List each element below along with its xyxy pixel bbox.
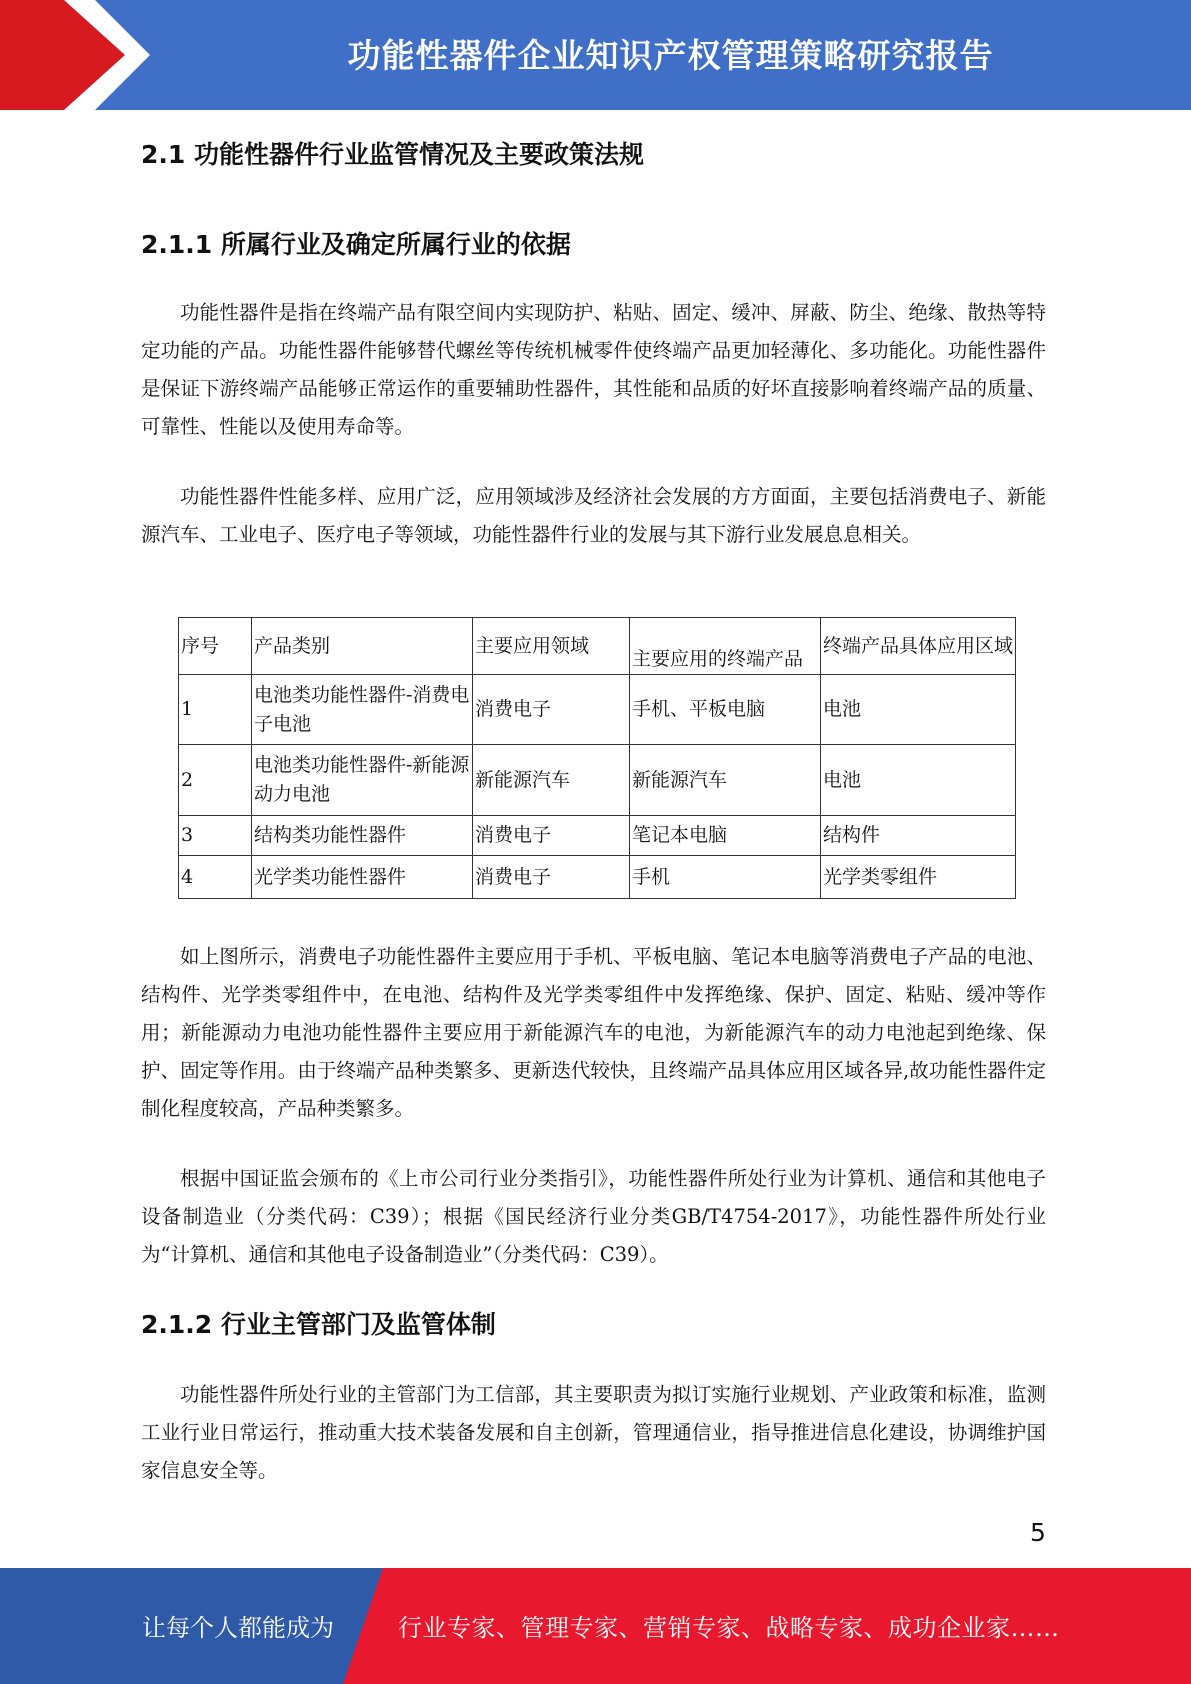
table-header-cell: 序号 [179, 618, 252, 675]
table-cell: 3 [179, 816, 252, 856]
table-cell: 光学类零组件 [821, 856, 1016, 899]
table-header-cell: 产品类别 [252, 618, 473, 675]
table-cell: 电池类功能性器件-新能源动力电池 [252, 745, 473, 816]
table-cell: 电池 [821, 675, 1016, 745]
table-cell: 电池 [821, 745, 1016, 816]
table-cell: 消费电子 [473, 816, 630, 856]
table-cell: 结构件 [821, 816, 1016, 856]
footer-slogan-left: 让每个人都能成为 [142, 1614, 334, 1642]
table-row [179, 675, 1016, 745]
paragraph-regulator: 功能性器件所处行业的主管部门为工信部，其主要职责为拟订实施行业规划、产业政策和标准，监测工业行业日常运行，推动重大技术装备发展和自主创新，管理通信业，指导推进信息化建设，协调维护国家信息安全等。 [141, 1383, 1046, 1482]
table-cell: 光学类功能性器件 [252, 856, 473, 899]
table-header-cell: 终端产品具体应用区域 [821, 618, 1016, 675]
section-heading-2-1-1: 2.1.1 所属行业及确定所属行业的依据 [141, 230, 571, 259]
page-number: 5 [1030, 1518, 1046, 1547]
paragraph-table-explanation: 如上图所示，消费电子功能性器件主要应用于手机、平板电脑、笔记本电脑等消费电子产品的电池、结构件、光学类零组件中，在电池、结构件及光学类零组件中发挥绝缘、保护、固定、粘贴、缓冲等作用；新能源动力电池功能性器件主要应用于新能源汽车的电池，为新能源汽车的动力电池起到绝缘、保护、固定等作用。由于终端产品种类繁多、更新迭代较快，且终端产品具体应用区域各异,故功能性器件定制化程度较高，产品种类繁多。 [141, 945, 1046, 1120]
table-cell: 手机 [630, 856, 821, 899]
product-category-table [178, 617, 1016, 899]
table-cell: 消费电子 [473, 856, 630, 899]
section-heading-2-1-2: 2.1.2 行业主管部门及监管体制 [141, 1310, 496, 1339]
table-cell: 新能源汽车 [473, 745, 630, 816]
footer-banner [0, 1568, 1191, 1684]
table-cell: 4 [179, 856, 252, 899]
table-row [179, 856, 1016, 899]
table-row [179, 745, 1016, 816]
table-header-cell: 主要应用的终端产品 [630, 618, 821, 675]
table-cell: 2 [179, 745, 252, 816]
paragraph-applications: 功能性器件性能多样、应用广泛，应用领域涉及经济社会发展的方方面面，主要包括消费电子、新能源汽车、工业电子、医疗电子等领域，功能性器件行业的发展与其下游行业发展息息相关。 [141, 485, 1046, 546]
table-cell: 1 [179, 675, 252, 745]
paragraph-definition: 功能性器件是指在终端产品有限空间内实现防护、粘贴、固定、缓冲、屏蔽、防尘、绝缘、散热等特定功能的产品。功能性器件能够替代螺丝等传统机械零件使终端产品更加轻薄化、多功能化。功能性器件是保证下游终端产品能够正常运作的重要辅助性器件，其性能和品质的好坏直接影响着终端产品的质量、可靠性、性能以及使用寿命等。 [141, 301, 1046, 438]
section-heading-2-1: 2.1 功能性器件行业监管情况及主要政策法规 [141, 140, 644, 169]
table-header-cell: 主要应用领域 [473, 618, 630, 675]
report-title: 功能性器件企业知识产权管理策略研究报告 [347, 36, 994, 75]
table-cell: 手机、平板电脑 [630, 675, 821, 745]
table-row [179, 816, 1016, 856]
table-cell: 新能源汽车 [630, 745, 821, 816]
table-cell: 结构类功能性器件 [252, 816, 473, 856]
table-header-row [179, 618, 1016, 675]
table-cell: 笔记本电脑 [630, 816, 821, 856]
footer-slogan-right: 行业专家、管理专家、营销专家、战略专家、成功企业家…… [398, 1614, 1060, 1642]
header-banner [0, 0, 1191, 110]
paragraph-industry-classification: 根据中国证监会颁布的《上市公司行业分类指引》，功能性器件所处行业为计算机、通信和其他电子设备制造业（分类代码：C39）；根据《国民经济行业分类GB/T4754-2017》，功能性器件所处行业为“计算机、通信和其他电子设备制造业”（分类代码：C39）。 [141, 1167, 1046, 1266]
table-cell: 消费电子 [473, 675, 630, 745]
table-cell: 电池类功能性器件-消费电子电池 [252, 675, 473, 745]
